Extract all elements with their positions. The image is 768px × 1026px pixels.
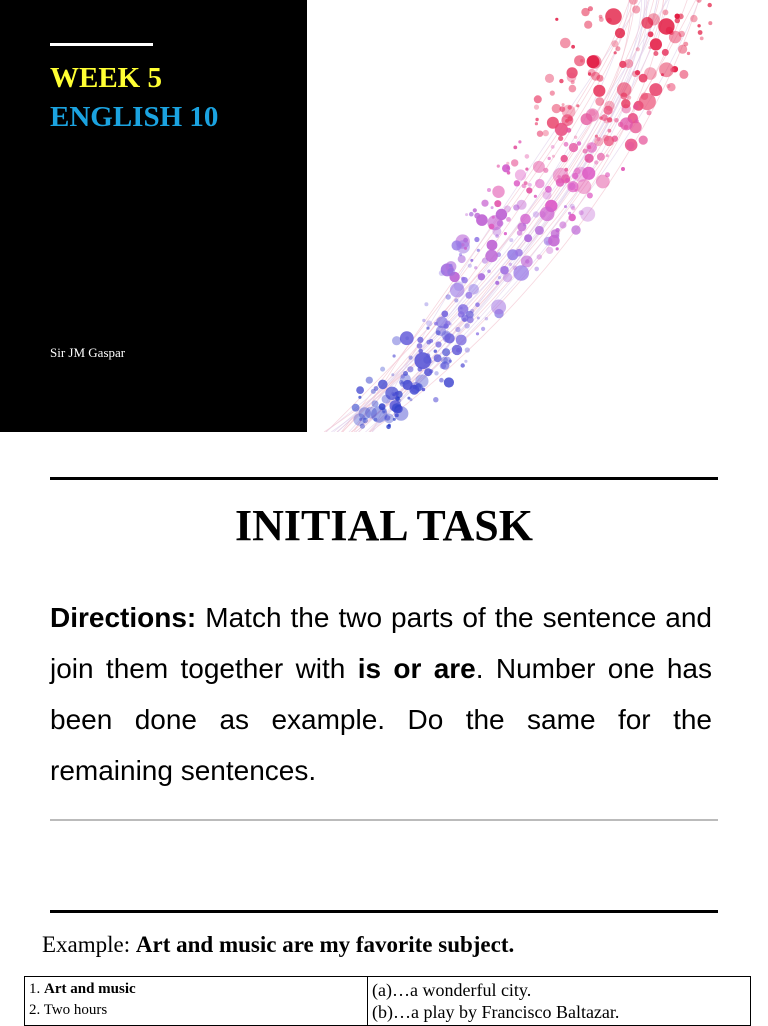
cover-slide (0, 0, 768, 432)
divider-top (50, 477, 718, 480)
directions-label: Directions: (50, 602, 197, 633)
predicate-column (368, 977, 751, 1026)
page-title: INITIAL TASK (235, 501, 533, 550)
bubble-decoration (307, 0, 768, 432)
item-text: Two hours (43, 1002, 108, 1018)
example-label: Example: (42, 932, 136, 957)
directions-bold: is or are (357, 653, 476, 684)
example-line (42, 932, 514, 958)
example-sentence: Art and music are my favorite subject. (135, 932, 515, 957)
directions-paragraph (50, 592, 712, 796)
week-title: WEEK 5 (50, 62, 162, 94)
task-slide (0, 432, 768, 1024)
accent-line (50, 43, 153, 46)
subject-title: ENGLISH 10 (50, 101, 219, 133)
directions-text-1: Match the two parts of the sentence and join them together with (50, 602, 712, 684)
directions-text-2: . Number one has been done as example. Do the same for the remaining sentences. (50, 653, 712, 786)
author-name: Sir JM Gaspar (50, 345, 126, 360)
matching-table (24, 976, 751, 1026)
divider-bottom (50, 910, 718, 913)
predicate-item-a: (a)…a wonderful city. (372, 980, 532, 1000)
item-number: 2. (29, 1002, 44, 1018)
subject-item-1 (29, 979, 363, 1000)
subject-item-2 (29, 1000, 363, 1021)
item-text: Art and music (44, 981, 136, 997)
subject-column (25, 977, 368, 1026)
item-number: 1. (29, 981, 44, 997)
table-row (25, 977, 751, 1026)
divider-middle (50, 819, 718, 821)
predicate-item-b: (b)…a play by Francisco Baltazar. (372, 1002, 620, 1022)
cover-panel (0, 0, 307, 432)
